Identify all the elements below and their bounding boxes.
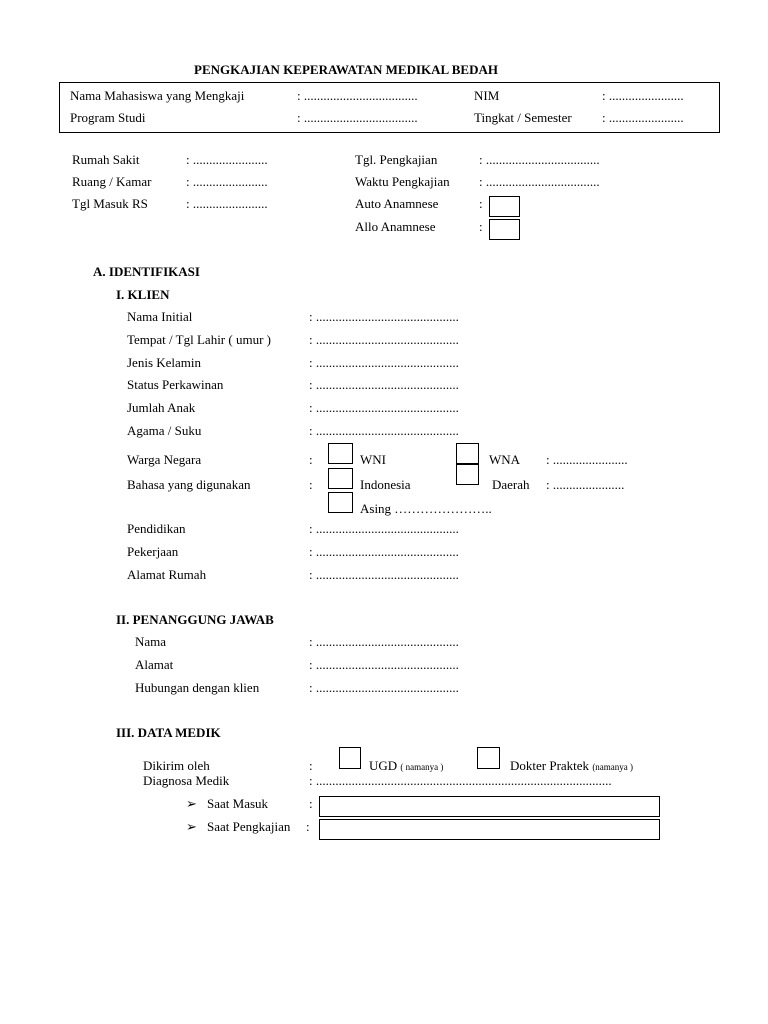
program-studi-field[interactable]: : ................................... <box>297 110 418 125</box>
pj-nama-field[interactable]: : ............................................ <box>309 634 459 649</box>
dikirim-oleh-colon: : <box>309 758 313 773</box>
saat-pengkajian-label: Saat Pengkajian <box>207 819 291 834</box>
asing-field[interactable]: Asing ………………….. <box>360 501 492 516</box>
indonesia-checkbox[interactable] <box>328 468 353 489</box>
tingkat-semester-field[interactable]: : ....................... <box>602 110 684 125</box>
saat-masuk-label: Saat Masuk <box>207 796 269 811</box>
auto-anamnese-colon: : <box>479 196 483 211</box>
nama-initial-field[interactable]: : ............................................ <box>309 309 459 324</box>
warga-negara-colon: : <box>309 452 313 467</box>
pj-alamat-label: Alamat <box>135 657 174 672</box>
ugd-note: ( namanya ) <box>400 762 444 772</box>
daerah-field[interactable]: : ...................... <box>546 477 625 492</box>
section-data-medik-heading: III. DATA MEDIK <box>116 725 221 740</box>
nama-mahasiswa-label: Nama Mahasiswa yang Mengkaji <box>70 88 245 103</box>
bahasa-colon: : <box>309 477 313 492</box>
wna-checkbox[interactable] <box>456 443 479 464</box>
saat-masuk-field[interactable] <box>319 796 660 817</box>
tgl-pengkajian-field[interactable]: : ................................... <box>479 152 600 167</box>
waktu-pengkajian-label: Waktu Pengkajian <box>355 174 450 189</box>
jenis-kelamin-label: Jenis Kelamin <box>127 355 202 370</box>
pj-alamat-field[interactable]: : ............................................ <box>309 657 459 672</box>
wni-checkbox[interactable] <box>328 443 353 464</box>
waktu-pengkajian-field[interactable]: : ................................... <box>479 174 600 189</box>
wni-label: WNI <box>360 452 386 467</box>
tgl-masuk-label: Tgl Masuk RS <box>72 196 148 211</box>
pendidikan-label: Pendidikan <box>127 521 186 536</box>
section-klien-heading: I. KLIEN <box>116 287 170 302</box>
pendidikan-field[interactable]: : ............................................ <box>309 521 459 536</box>
auto-anamnese-checkbox[interactable] <box>489 196 520 217</box>
dokter-note: (namanya ) <box>592 762 634 772</box>
nama-mahasiswa-field[interactable]: : ................................... <box>297 88 418 103</box>
ugd-label <box>369 759 443 772</box>
section-identifikasi-heading: A. IDENTIFIKASI <box>93 264 200 279</box>
jumlah-anak-field[interactable]: : ............................................ <box>309 400 459 415</box>
bullet-arrow-icon: ➢ <box>186 796 197 811</box>
ugd-text: UGD <box>369 758 398 773</box>
program-studi-label: Program Studi <box>70 110 146 125</box>
rumah-sakit-field[interactable]: : ....................... <box>186 152 268 167</box>
jenis-kelamin-field[interactable]: : ............................................ <box>309 355 459 370</box>
saat-pengkajian-colon: : <box>306 819 310 834</box>
allo-anamnese-colon: : <box>479 219 483 234</box>
bullet-arrow-icon: ➢ <box>186 819 197 834</box>
dokter-text: Dokter Praktek <box>510 758 590 773</box>
asing-checkbox[interactable] <box>328 492 353 513</box>
diagnosa-medik-field[interactable]: : ........................................................................................... <box>309 773 612 788</box>
pj-nama-label: Nama <box>135 634 167 649</box>
auto-anamnese-label: Auto Anamnese <box>355 196 439 211</box>
indonesia-label: Indonesia <box>360 477 411 492</box>
ugd-checkbox[interactable] <box>339 747 361 769</box>
dikirim-oleh-label: Dikirim oleh <box>143 758 210 773</box>
ruang-kamar-field[interactable]: : ....................... <box>186 174 268 189</box>
dokter-praktek-checkbox[interactable] <box>477 747 500 769</box>
alamat-rumah-label: Alamat Rumah <box>127 567 207 582</box>
section-penanggung-jawab-heading: II. PENANGGUNG JAWAB <box>116 612 274 627</box>
status-perkawinan-label: Status Perkawinan <box>127 377 224 392</box>
allo-anamnese-checkbox[interactable] <box>489 219 520 240</box>
pekerjaan-label: Pekerjaan <box>127 544 179 559</box>
rumah-sakit-label: Rumah Sakit <box>72 152 140 167</box>
tgl-masuk-field[interactable]: : ....................... <box>186 196 268 211</box>
tgl-pengkajian-label: Tgl. Pengkajian <box>355 152 438 167</box>
nama-initial-label: Nama Initial <box>127 309 193 324</box>
dokter-praktek-label <box>510 759 633 772</box>
agama-suku-field[interactable]: : ............................................ <box>309 423 459 438</box>
allo-anamnese-label: Allo Anamnese <box>355 219 436 234</box>
tingkat-semester-label: Tingkat / Semester <box>474 110 572 125</box>
saat-masuk-colon: : <box>309 796 313 811</box>
diagnosa-medik-label: Diagnosa Medik <box>143 773 230 788</box>
status-perkawinan-field[interactable]: : ............................................ <box>309 377 459 392</box>
pekerjaan-field[interactable]: : ............................................ <box>309 544 459 559</box>
warga-negara-label: Warga Negara <box>127 452 202 467</box>
pj-hubungan-label: Hubungan dengan klien <box>135 680 260 695</box>
jumlah-anak-label: Jumlah Anak <box>127 400 196 415</box>
wna-label: WNA <box>489 452 521 467</box>
agama-suku-label: Agama / Suku <box>127 423 202 438</box>
wna-field[interactable]: : ....................... <box>546 452 628 467</box>
nim-field[interactable]: : ....................... <box>602 88 684 103</box>
daerah-label: Daerah <box>492 477 530 492</box>
bahasa-label: Bahasa yang digunakan <box>127 477 251 492</box>
nim-label: NIM <box>474 88 500 103</box>
pj-hubungan-field[interactable]: : ............................................ <box>309 680 459 695</box>
tempat-tgl-lahir-label: Tempat / Tgl Lahir ( umur ) <box>127 332 271 347</box>
saat-pengkajian-field[interactable] <box>319 819 660 840</box>
tempat-tgl-lahir-field[interactable]: : ............................................ <box>309 332 459 347</box>
alamat-rumah-field[interactable]: : ............................................ <box>309 567 459 582</box>
ruang-kamar-label: Ruang / Kamar <box>72 174 152 189</box>
daerah-checkbox[interactable] <box>456 464 479 485</box>
page-title: PENGKAJIAN KEPERAWATAN MEDIKAL BEDAH <box>194 62 498 77</box>
